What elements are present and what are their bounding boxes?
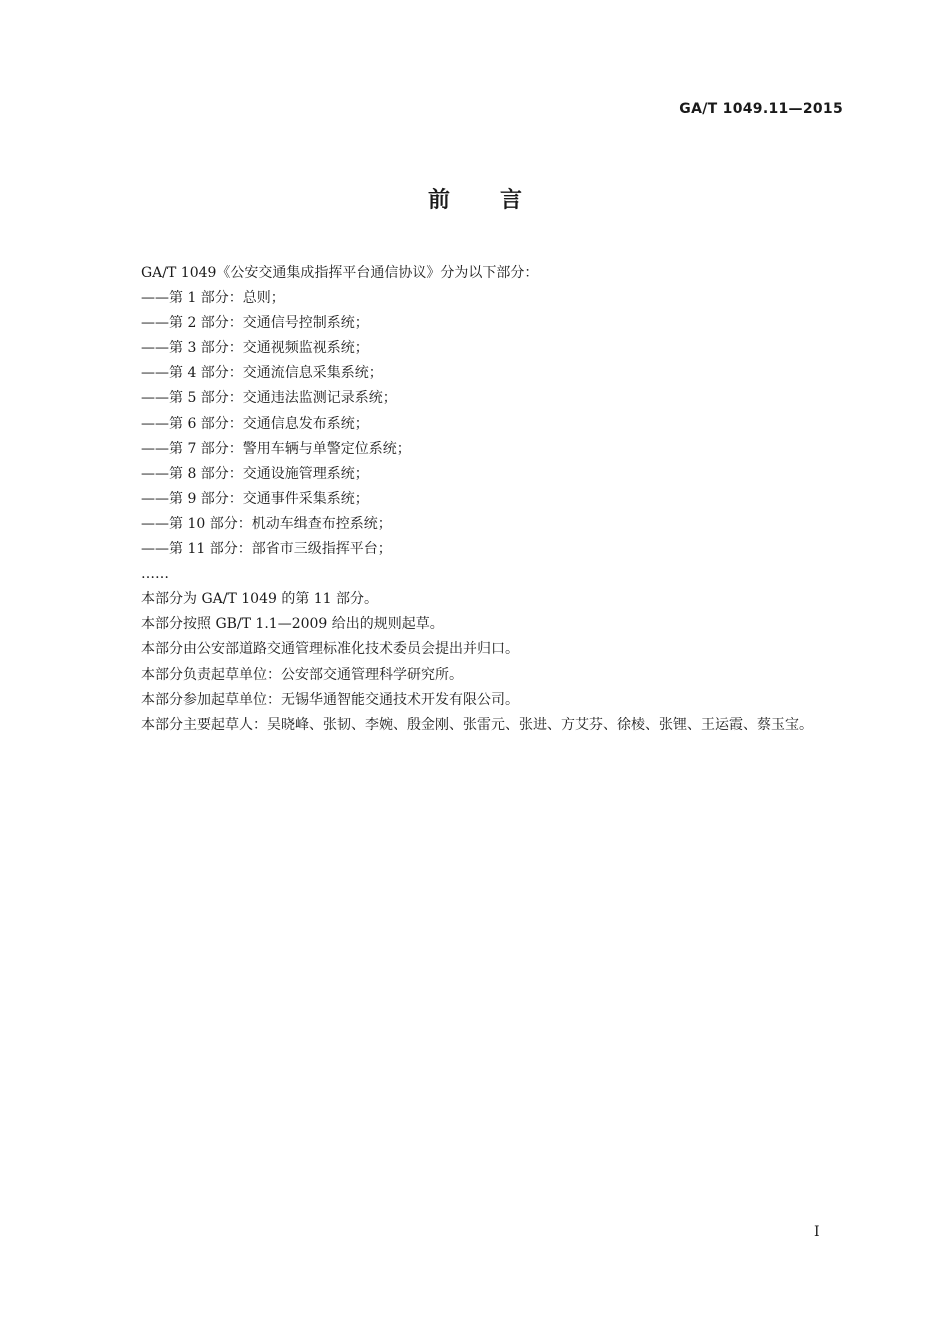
paragraph: 本部分由公安部道路交通管理标准化技术委员会提出并归口。 — [141, 641, 519, 658]
series-intro: GA/T 1049《公安交通集成指挥平台通信协议》分为以下部分： — [141, 265, 539, 281]
ellipsis: …… — [141, 566, 169, 583]
part-list-item: ——第 8 部分：交通设施管理系统； — [141, 465, 369, 482]
paragraph: 本部分负责起草单位：公安部交通管理科学研究所。 — [141, 666, 463, 683]
page-number: I — [814, 1224, 820, 1240]
paragraph: 本部分为 GA/T 1049 的第 11 部分。 — [141, 591, 379, 608]
paragraph: 本部分参加起草单位：无锡华通智能交通技术开发有限公司。 — [141, 691, 519, 708]
part-list-item: ——第 10 部分：机动车缉查布控系统； — [141, 515, 392, 532]
part-list-item: ——第 1 部分：总则； — [141, 290, 285, 307]
paragraph: 本部分主要起草人：吴晓峰、张韧、李婉、殷金刚、张雷元、张进、方艾芬、徐棱、张锂、王运霞、蔡玉宝。 — [141, 716, 813, 733]
part-list-item: ——第 4 部分：交通流信息采集系统； — [141, 365, 383, 382]
document-code: GA/T 1049.11—2015 — [679, 101, 843, 117]
part-list-item: ——第 2 部分：交通信号控制系统； — [141, 315, 369, 332]
part-list-item: ——第 9 部分：交通事件采集系统； — [141, 490, 369, 507]
part-list-item: ——第 5 部分：交通违法监测记录系统； — [141, 390, 397, 407]
preface-body — [141, 262, 861, 739]
page-title: 前言 — [427, 188, 572, 213]
paragraph: 本部分按照 GB/T 1.1—2009 给出的规则起草。 — [141, 616, 444, 633]
part-list-item: ——第 6 部分：交通信息发布系统； — [141, 415, 369, 432]
part-list-item: ——第 3 部分：交通视频监视系统； — [141, 340, 369, 357]
part-list-item: ——第 7 部分：警用车辆与单警定位系统； — [141, 440, 411, 457]
part-list-item: ——第 11 部分：部省市三级指挥平台； — [141, 541, 392, 558]
